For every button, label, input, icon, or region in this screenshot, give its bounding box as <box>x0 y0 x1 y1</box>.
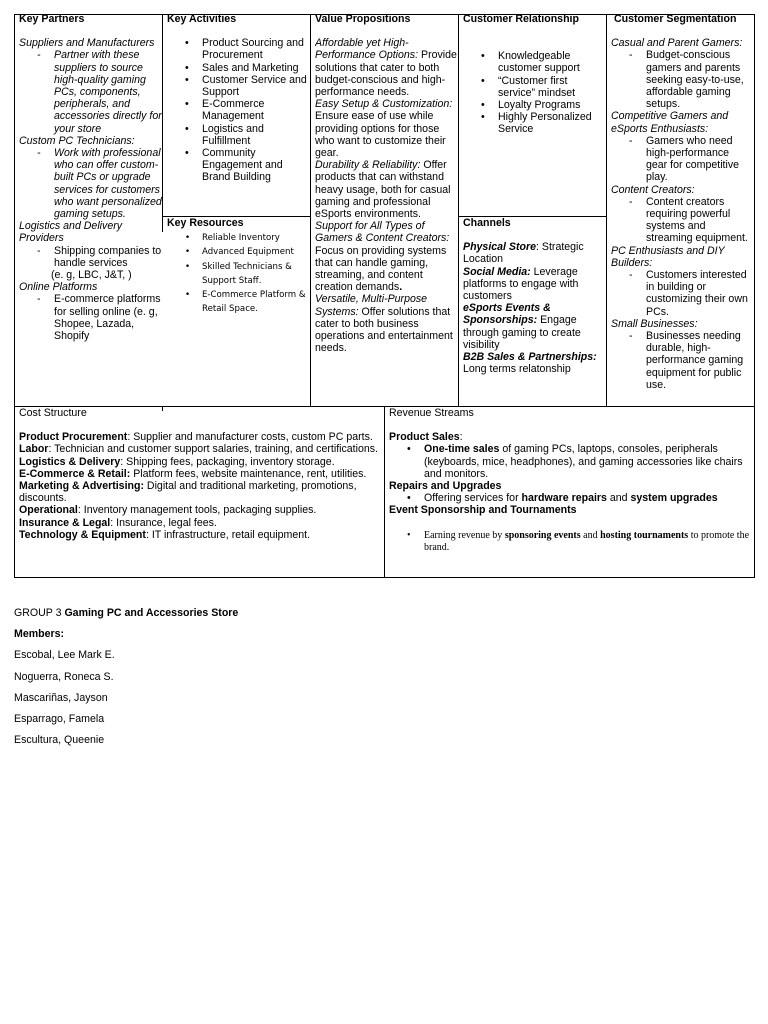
cost-label: Operational <box>19 504 78 517</box>
value-block-body: Ensure ease of use while providing options for those who want to customize their gear. <box>315 110 446 160</box>
segment-name: Small Businesses: <box>611 317 698 330</box>
value-block-head: Versatile, Multi-Purpose Systems: <box>315 293 428 318</box>
channel-head: Social Media: <box>463 265 531 278</box>
segment-item: - Customers interested in building or customizing their own PCs. <box>611 269 753 318</box>
value-block-body: Focus on providing systems that can handle gaming, streaming, and content creation demands <box>315 244 447 294</box>
cost-row <box>19 468 381 480</box>
cost-text: : IT infrastructure, retail equipment. <box>145 528 311 541</box>
key-activities-cell <box>167 13 309 215</box>
cost-text: Digital and traditional marketing, promotions, discounts. <box>19 480 357 505</box>
value-block-body: Offer solutions that cater to both business operations and entertainment needs. <box>315 305 453 355</box>
revenue-text: Offering services for <box>424 492 522 505</box>
group-title: Gaming PC and Accessories Store <box>64 607 239 619</box>
customer-relationship-title: Customer Relationship <box>463 13 579 25</box>
revenue-text: of gaming PCs, laptops, consoles, peripherals (keyboards, mice, headphones), and gaming accessories like chairs and monitors. <box>424 443 743 480</box>
channel-physical <box>463 241 605 265</box>
revenue-product-sales <box>389 431 751 443</box>
partner-item-extra: (e. g, LBC, J&T, ) <box>51 269 132 282</box>
member-name: Mascariñas, Jayson <box>14 691 108 704</box>
revenue-head: Event Sponsorship and Tournaments <box>389 504 577 517</box>
customer-segmentation-cell <box>611 13 753 403</box>
cost-text: : Technician and customer support salaries, training, and certifications. <box>48 443 378 456</box>
value-block <box>315 220 457 293</box>
member-name: Escobal, Lee Mark E. <box>14 649 115 662</box>
value-block-head: Durability & Reliability: <box>315 159 421 172</box>
grid-line <box>384 406 385 578</box>
key-partners-title: Key Partners <box>19 13 85 25</box>
cost-text: Platform fees, website maintenance, rent, utilities. <box>130 467 367 480</box>
key-resources-cell <box>167 217 309 405</box>
cost-label: Insurance & Legal <box>19 516 111 529</box>
cost-label: E-Commerce & Retail: <box>19 467 131 480</box>
revenue-colon: : <box>459 431 463 444</box>
channel-body: Long terms relatonship <box>463 363 571 376</box>
value-block <box>315 98 457 159</box>
member-name: Escultura, Queenie <box>14 734 105 747</box>
grid-line <box>754 14 755 578</box>
activity-item: • Customer Service and Support <box>167 74 309 98</box>
revenue-bold: hardware repairs <box>521 492 607 505</box>
segment-item: - Businesses needing durable, high-performance gaming equipment for public use. <box>611 330 753 391</box>
revenue-bold: One-time sales <box>424 443 500 456</box>
resource-item: • E-Commerce Platform & Retail Space. <box>167 288 309 316</box>
activity-item: • Community Engagement and Brand Building <box>167 147 309 184</box>
partner-group-name: Custom PC Technicians: <box>19 134 135 147</box>
value-block <box>315 37 457 98</box>
relationship-item: • Loyalty Programs <box>463 99 605 111</box>
relationship-item: • Highly Personalized Service <box>463 111 605 135</box>
cost-label: Marketing & Advertising: <box>19 480 144 493</box>
group-info <box>14 607 514 767</box>
revenue-head: Product Sales <box>389 431 460 444</box>
partner-item: - Shipping companies to handle services <box>19 245 162 269</box>
cost-row <box>19 504 381 516</box>
partner-group-name: Suppliers and Manufacturers <box>19 37 155 50</box>
resource-item: • Advanced Equipment <box>167 245 309 259</box>
partner-item: - E-commerce platforms for selling online (e. g, Shopee, Lazada, Shopify <box>19 293 162 342</box>
value-block <box>315 159 457 220</box>
key-activities-title: Key Activities <box>167 13 237 25</box>
activity-item: • Product Sourcing and Procurement <box>167 37 309 61</box>
cost-text: : Shipping fees, packaging, inventory storage. <box>120 455 335 468</box>
cost-label: Logistics & Delivery <box>19 455 121 468</box>
segment-name: Competitive Gamers and eSports Enthusiasts: <box>611 110 729 135</box>
customer-relationship-cell <box>463 13 605 215</box>
revenue-text: and <box>580 529 601 541</box>
customer-segmentation-title: Customer Segmentation <box>614 13 737 25</box>
value-block-body: Offer products that can withstand heavy usage, both for casual gaming and professional eSports environments. <box>315 159 451 221</box>
value-block <box>315 293 457 354</box>
cost-row <box>19 443 381 455</box>
revenue-bold: system upgrades <box>630 492 718 505</box>
relationship-item: • “Customer first service” mindset <box>463 75 605 99</box>
partner-group-name: Online Platforms <box>19 281 98 294</box>
key-resources-title: Key Resources <box>167 217 244 229</box>
value-block-body: Provide solutions that cater to both budget-conscious and high-performance needs. <box>315 49 457 99</box>
channels-title: Channels <box>463 217 511 229</box>
grid-line <box>310 14 311 407</box>
group-line <box>14 607 514 619</box>
channel-body: Engage through gaming to create visibility <box>463 314 581 351</box>
revenue-text: Earning revenue by <box>424 529 505 541</box>
grid-line <box>606 14 607 407</box>
activity-item: • Sales and Marketing <box>167 62 309 74</box>
revenue-item <box>389 443 751 480</box>
value-block-head: Easy Setup & Customization: <box>315 98 453 111</box>
resource-item: • Skilled Technicians & Support Staff. <box>167 260 309 288</box>
revenue-streams-cell <box>389 407 751 575</box>
revenue-item <box>389 492 751 504</box>
channel-head: eSports Events & Sponsorships: <box>463 302 551 327</box>
cost-label: Technology & Equipment <box>19 528 146 541</box>
member-name: Esparrago, Famela <box>14 713 105 726</box>
partner-item: - Partner with these suppliers to source high-quality gaming PCs, components, peripherals, and accessories directly for your store <box>19 49 162 134</box>
segment-item: - Gamers who need high-performance gear for competitive play. <box>611 135 753 184</box>
value-block-head: Affordable yet High-Performance Options: <box>315 37 419 62</box>
segment-name: Content Creators: <box>611 183 695 196</box>
revenue-bold: hosting tournaments <box>600 529 689 541</box>
revenue-text: to promote the brand. <box>424 529 750 553</box>
cost-row <box>19 529 381 541</box>
channel-body: : Strategic Location <box>463 241 584 266</box>
relationship-item: • Knowledgeable customer support <box>463 50 605 74</box>
revenue-bold: sponsoring events <box>504 529 581 541</box>
grid-line <box>14 14 15 578</box>
cost-label: Product Procurement <box>19 431 128 444</box>
segment-item: - Content creators requiring powerful systems and streaming equipment. <box>611 196 753 245</box>
channel-social <box>463 266 605 303</box>
grid-line <box>162 14 163 232</box>
revenue-head: Repairs and Upgrades <box>389 480 502 493</box>
cost-row <box>19 517 381 529</box>
channel-esports <box>463 302 605 351</box>
cost-structure-title: Cost Structure <box>19 407 87 419</box>
partner-group-name: Logistics and Delivery Providers <box>19 220 123 245</box>
segment-name: Casual and Parent Gamers: <box>611 37 743 50</box>
channel-body: Leverage platforms to engage with customers <box>463 265 579 303</box>
value-propositions-title: Value Propositions <box>315 13 411 25</box>
segment-name: PC Enthusiasts and DIY Builders: <box>611 244 725 269</box>
cost-row <box>19 431 381 443</box>
activity-item: • Logistics and Fulfillment <box>167 123 309 147</box>
channels-cell <box>463 217 605 405</box>
revenue-item <box>389 530 751 554</box>
value-block-head: Support for All Types of Gamers & Content Creators: <box>315 220 450 245</box>
revenue-streams-title: Revenue Streams <box>389 407 474 419</box>
cost-structure-cell <box>19 407 381 575</box>
grid-line <box>458 14 459 407</box>
channel-head: B2B Sales & Partnerships: <box>463 351 597 364</box>
cost-text: : Supplier and manufacturer costs, custom PC parts. <box>127 431 373 444</box>
cost-row <box>19 480 381 504</box>
cost-label: Labor <box>19 443 49 456</box>
members-label: Members: <box>14 628 65 641</box>
cost-text: : Inventory management tools, packaging supplies. <box>77 504 317 517</box>
partner-item: - Work with professional who can offer custom-built PCs or upgrade services for customers who want personalized gaming setups. <box>19 147 162 220</box>
activity-item: • E-Commerce Management <box>167 98 309 122</box>
segment-item: - Budget-conscious gamers and parents seeking easy-to-use, affordable gaming setups. <box>611 49 753 110</box>
cost-text: : Insurance, legal fees. <box>110 516 217 529</box>
channel-head: Physical Store <box>463 241 537 254</box>
group-label: GROUP 3 <box>14 607 65 619</box>
key-partners-cell <box>19 13 162 403</box>
revenue-text: and <box>606 492 631 505</box>
value-block-end: . <box>399 281 403 294</box>
value-propositions-cell <box>315 13 457 403</box>
resource-item: • Reliable Inventory <box>167 231 309 245</box>
member-name: Noguerra, Roneca S. <box>14 670 114 683</box>
cost-row <box>19 456 381 468</box>
